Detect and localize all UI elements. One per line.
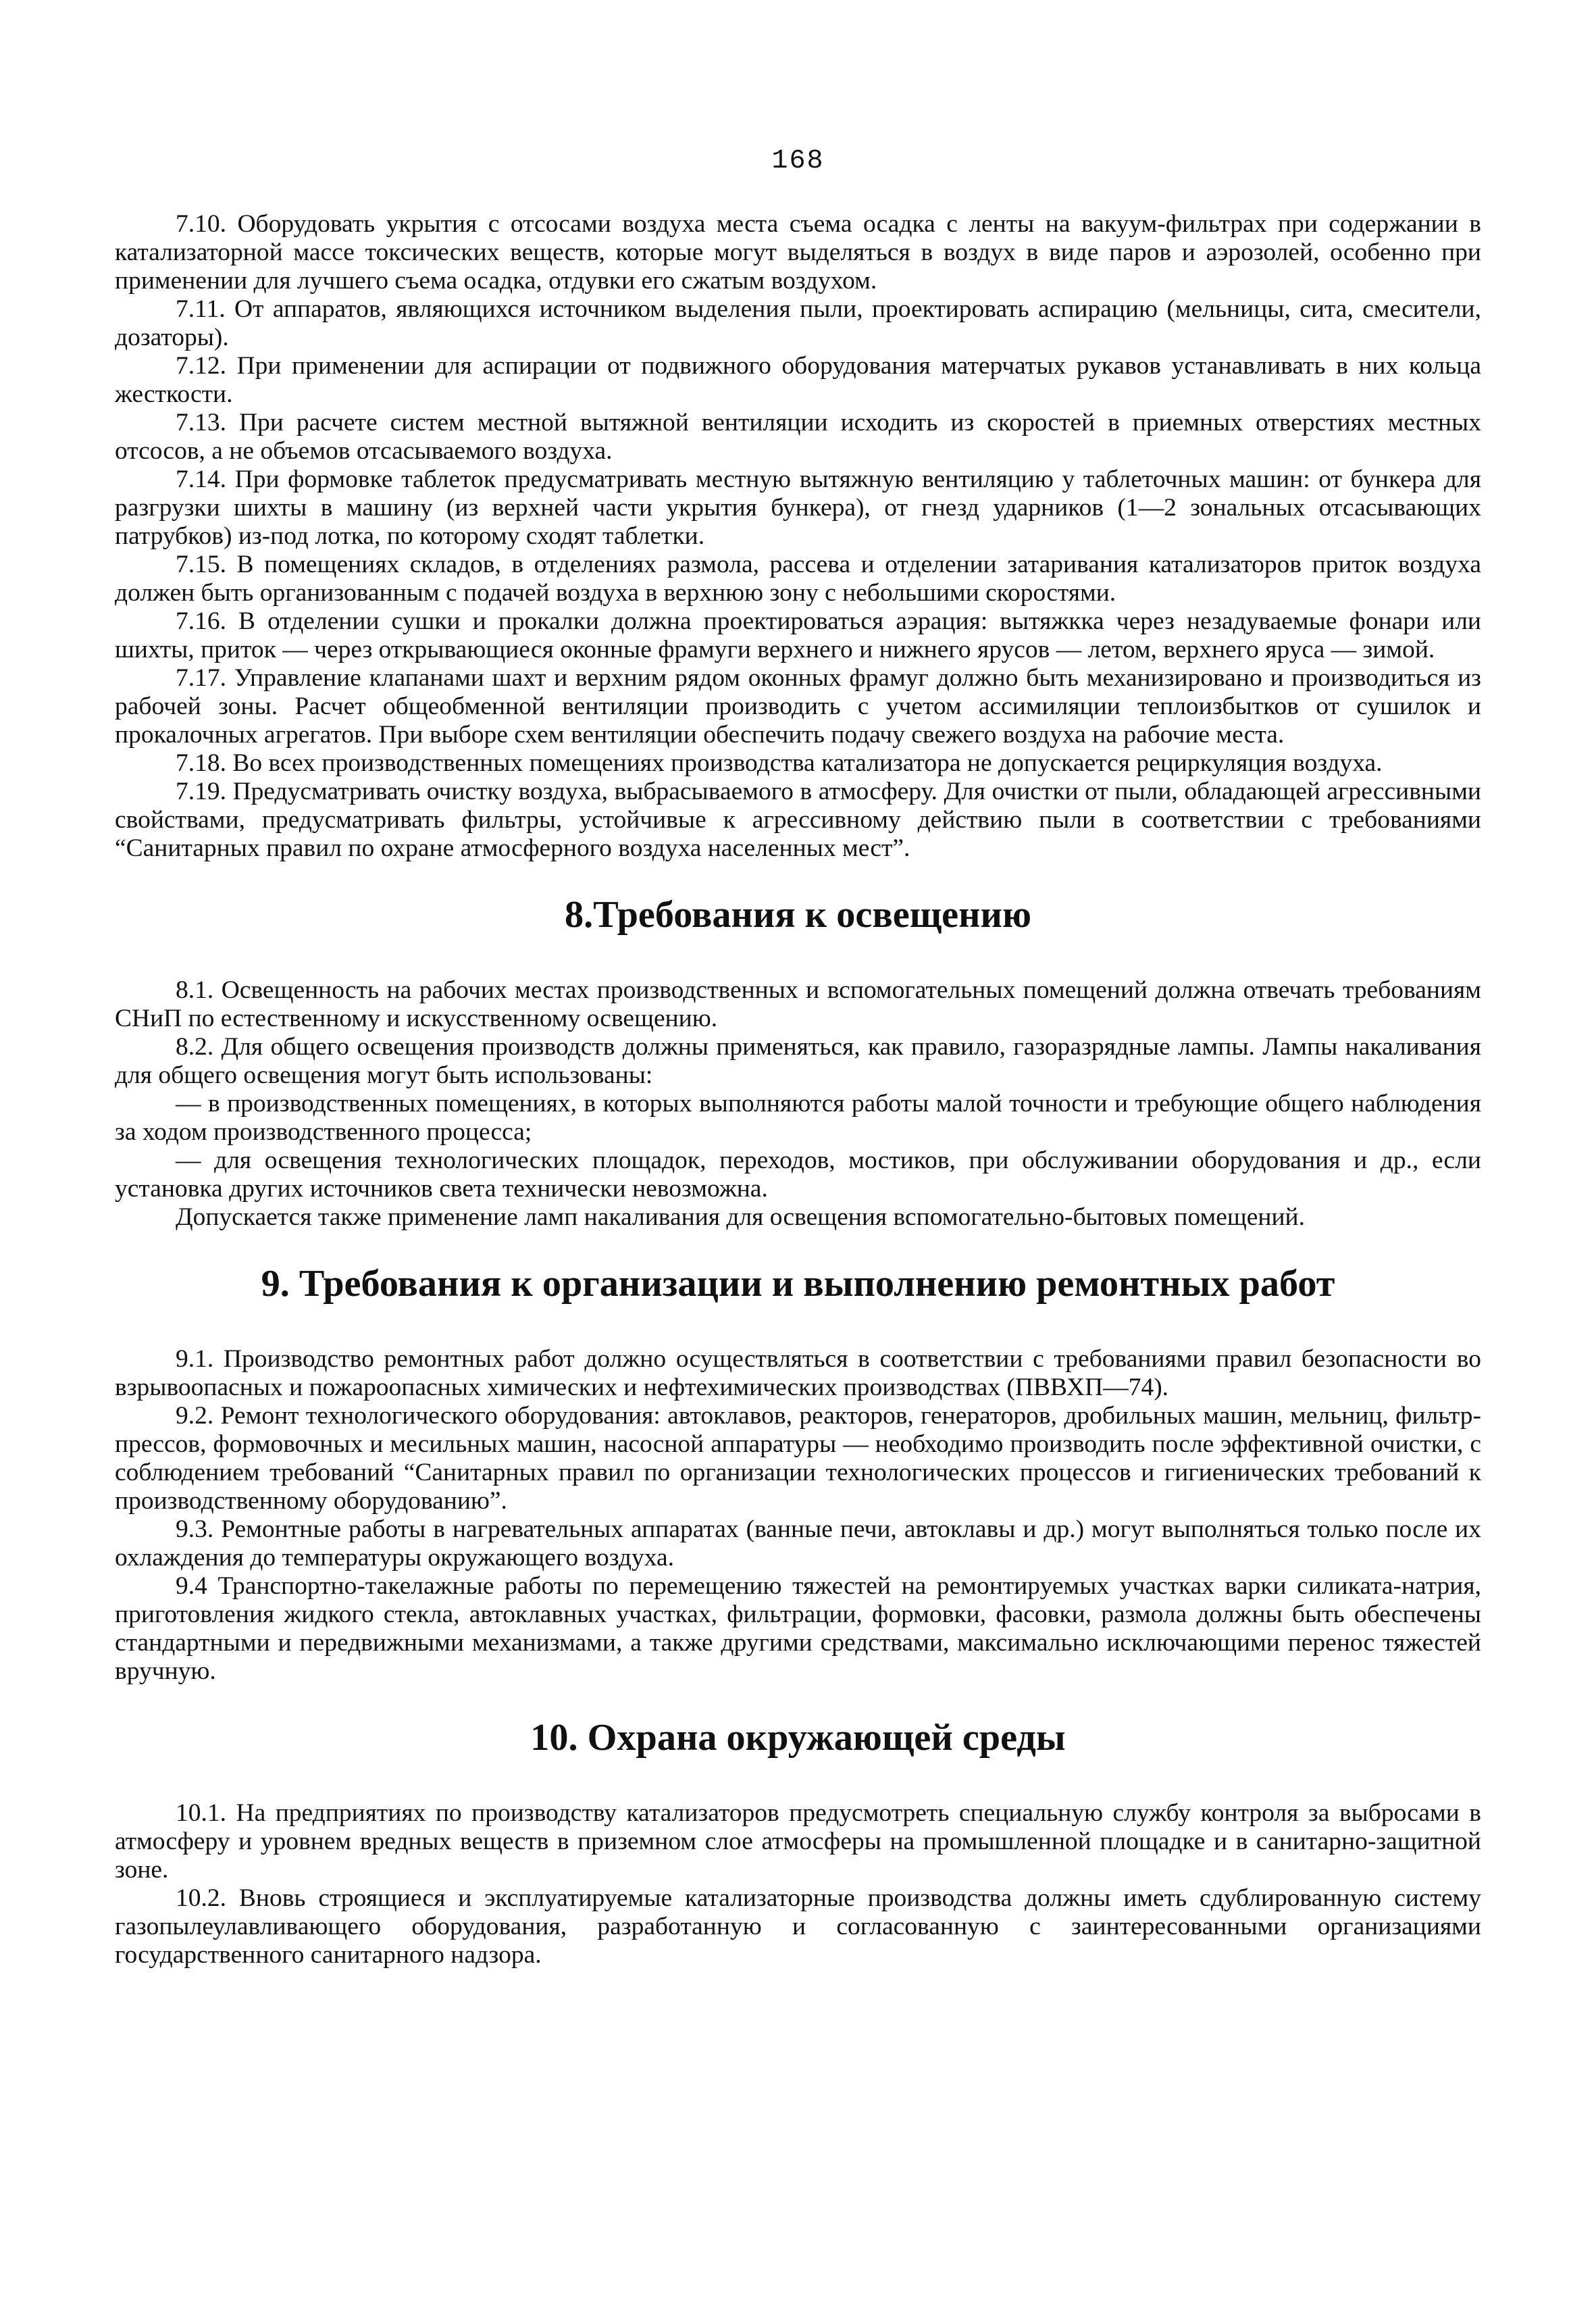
page-number: 168: [771, 146, 825, 176]
paragraph-9-1: 9.1. Производство ремонтных работ должно осуществляться в соответствии с требованиями правил безопасности во взрывоопасных и пожароопасных химических и нефтехимических производствах (ПВВХП—74).: [115, 1345, 1481, 1401]
section-7: [115, 210, 1481, 863]
paragraph-7-14: 7.14. При формовке таблеток предусматривать местную вытяжную вентиляцию у таблеточных машин: от бункера для разгрузки шихты в машину (из верхней части укрытия бункера), от гнезд ударников (1—2 зональных отсасывающих патрубков) из-под лотка, по которому сходят таблетки.: [115, 466, 1481, 550]
paragraph-8-note: Допускается также применение ламп накаливания для освещения вспомогательно-бытовых помещений.: [176, 1203, 1305, 1231]
paragraph-7-19: 7.19. Предусматривать очистку воздуха, выбрасываемого в атмосферу. Для очистки от пыли, обладающей агрессивными свойствами, предусматривать фильтры, устойчивые к агрессивному действию пыли в соответствии с требованиями “Санитарных правил по охране атмосферного воздуха населенных мест”.: [115, 778, 1481, 862]
paragraph-7-13: 7.13. При расчете систем местной вытяжной вентиляции исходить из скоростей в приемных отверстиях местных отсосов, а не объемов отсасываемого воздуха.: [115, 409, 1481, 465]
paragraph-8-1: 8.1. Освещенность на рабочих местах производственных и вспомогательных помещений должна отвечать требованиям СНиП по естественному и искусственному освещению.: [115, 976, 1481, 1032]
paragraph-7-10: 7.10. Оборудовать укрытия с отсосами воздуха места съема осадка с ленты на вакуум-фильтрах при содержании в катализаторной массе токсических веществ, которые могут выделяться в воздух в виде паров и аэрозолей, особенно при применении для лучшего съема осадка, отдувки его сжатым воздухом.: [115, 210, 1481, 295]
paragraph-7-15: 7.15. В помещениях складов, в отделениях размола, рассева и отделении затаривания катализаторов приток воздуха должен быть организованным с подачей воздуха в верхнюю зону с небольшими скоростями.: [115, 551, 1481, 607]
paragraph-9-2: 9.2. Ремонт технологического оборудования: автоклавов, реакторов, генераторов, дробильных машин, мельниц, фильтр-прессов, формовочных и месильных машин, насосной аппаратуры — необходимо производить после эффективной очистки, с соблюдением требований “Санитарных правил по организации технологических процессов и гигиенических требований к производственному оборудованию”.: [115, 1402, 1481, 1515]
paragraph-7-18: 7.18. Во всех производственных помещениях производства катализатора не допускается рециркуляция воздуха.: [176, 749, 1383, 777]
paragraph-8-2-item-2: — для освещения технологических площадок, переходов, мостиков, при обслуживании оборудования и др., если установка других источников света технически невозможна.: [115, 1147, 1481, 1203]
paragraph-10-1: 10.1. На предприятиях по производству катализаторов предусмотреть специальную службу контроля за выбросами в атмосферу и уровнем вредных веществ в приземном слое атмосферы на промышленной площадке и в санитарно-защитной зоне.: [115, 1799, 1481, 1884]
paragraph-9-4: 9.4 Транспортно-такелажные работы по перемещению тяжестей на ремонтируемых участках варки силиката-натрия, приготовления жидкого стекла, автоклавных участках, фильтрации, формовки, фасовки, размола должны быть обеспечены стандартными и передвижными механизмами, а также другими средствами, максимально исключающими перенос тяжестей вручную.: [115, 1572, 1481, 1685]
section-8-heading: 8.Требования к освещению: [565, 894, 1031, 936]
paragraph-8-2: 8.2. Для общего освещения производств должны применяться, как правило, газоразрядные лампы. Лампы накаливания для общего освещения могут быть использованы:: [115, 1033, 1481, 1089]
section-9-heading: 9. Требования к организации и выполнению ремонтных работ: [261, 1263, 1335, 1305]
paragraph-7-16: 7.16. В отделении сушки и прокалки должна проектироваться аэрация: вытяжкка через незадуваемые фонари или шихты, приток — через открывающиеся оконные фрамуги верхнего и нижнего ярусов — летом, верхнего яруса — зимой.: [115, 607, 1481, 663]
section-8: [115, 976, 1481, 1232]
section-10-heading: 10. Охрана окружающей среды: [530, 1717, 1066, 1759]
section-10: [115, 1799, 1481, 1969]
paragraph-7-12: 7.12. При применении для аспирации от подвижного оборудования матерчатых рукавов устанавливать в них кольца жесткости.: [115, 352, 1481, 408]
section-9: [115, 1345, 1481, 1686]
paragraph-10-2: 10.2. Вновь строящиеся и эксплуатируемые катализаторные производства должны иметь сдублированную систему газопылеулавливающего оборудования, разработанную и согласованную с заинтересованными организациями государственного санитарного надзора.: [115, 1884, 1481, 1969]
paragraph-7-17: 7.17. Управление клапанами шахт и верхним рядом оконных фрамуг должно быть механизировано и производиться из рабочей зоны. Расчет общеобменной вентиляции производить с учетом ассимиляции теплоизбытков от сушилок и прокалочных агрегатов. При выборе схем вентиляции обеспечить подачу свежего воздуха на рабочие места.: [115, 664, 1481, 749]
paragraph-8-2-item-1: — в производственных помещениях, в которых выполняются работы малой точности и требующие общего наблюдения за ходом производственного процесса;: [115, 1090, 1481, 1146]
paragraph-7-11: 7.11. От аппаратов, являющихся источником выделения пыли, проектировать аспирацию (мельницы, сита, смесители, дозаторы).: [115, 295, 1481, 351]
paragraph-9-3: 9.3. Ремонтные работы в нагревательных аппаратах (ванные печи, автоклавы и др.) могут выполняться только после их охлаждения до температуры окружающего воздуха.: [115, 1515, 1481, 1571]
